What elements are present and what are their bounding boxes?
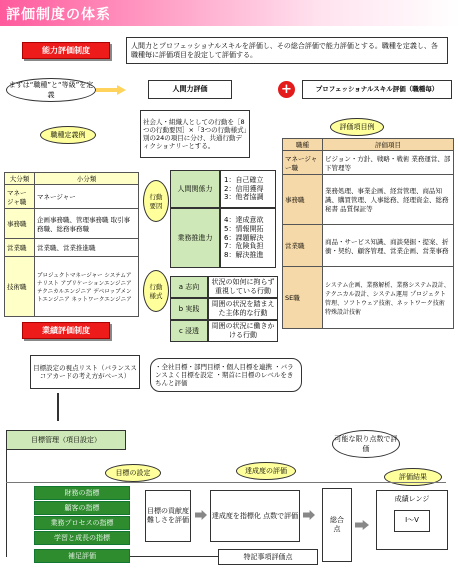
mode-text: 周囲の状況を踏まえた主体的な行動 xyxy=(208,298,278,320)
arrow-down-icon xyxy=(30,389,86,429)
eval-job: 営業職 xyxy=(283,225,323,267)
eval-item-label: 評価項目例 xyxy=(330,118,384,136)
define-oval: まずは“職種”と“等級”を定義 xyxy=(6,78,96,102)
job-major: 事務職 xyxy=(5,209,35,239)
job-major: マネージャ職 xyxy=(5,185,35,209)
eval-job: SE職 xyxy=(283,267,323,329)
mode-key: a 志向 xyxy=(170,276,208,298)
eval-job: 事務職 xyxy=(283,175,323,225)
eval-items: ビジョン・方針、戦略・戦術 業務運営、部下管理等 xyxy=(323,151,454,175)
total-points-box: 総合点 xyxy=(322,488,352,562)
supplement-eval: 補足評価 xyxy=(34,549,130,563)
contribution-box: 目標の貢献度 難しさを評価 xyxy=(145,490,191,542)
goal-management-box: 目標管理（項目設定） xyxy=(6,430,126,450)
job-minor: マネージャー xyxy=(35,185,139,209)
factor-group-items: 4：達成意欲 5：情報開拓 6：課題解決 7：危険負担 8：解決推進 xyxy=(220,208,276,268)
grade-values: I～V xyxy=(394,510,430,532)
arrow-right-icon xyxy=(96,85,126,95)
factor-group-items: 1：自己確立 2：信用獲得 3：他者協調 xyxy=(220,170,276,208)
arrow-right-icon xyxy=(195,510,207,520)
goal-setting-label: 目標の設定 xyxy=(105,464,161,482)
mode-text: 状況の如何に拘らず重視している行動 xyxy=(208,276,278,298)
points-bubble: 可能な限り点数で評価 xyxy=(332,430,400,458)
arrow-right-icon xyxy=(303,510,315,520)
ability-description: 人間力とプロフェッショナルスキルを評価し、その総合評価で能力評価とする。職種を定義し、各職種毎に評価項目を設定して評価する。 xyxy=(126,37,448,64)
human-power-box: 人間力評価 xyxy=(148,80,232,99)
policy-bubble: ・全社目標・部門目標・個人目標を連携 ・バランスよく目標を設定 ・期首に目標のレベルをきちんと評価 xyxy=(150,358,302,392)
eval-job: マネージャー職 xyxy=(283,151,323,175)
eval-table-header: 評価項目 xyxy=(323,139,454,151)
eval-table-header: 職種 xyxy=(283,139,323,151)
plus-icon: + xyxy=(278,81,295,98)
grade-box xyxy=(376,490,448,550)
job-table-header: 大分類 xyxy=(5,173,35,185)
mode-text: 周囲の状況に働きかける行動 xyxy=(208,320,278,342)
job-minor: 営業職、営業推進職 xyxy=(35,239,139,257)
page-title: 評価制度の体系 xyxy=(6,7,111,23)
factor-group-name: 人間関係力 xyxy=(170,170,220,208)
indicator-learning: 学習と成長の指標 xyxy=(34,531,130,545)
job-major: 営業職 xyxy=(5,239,35,257)
achievement-label: 達成度の評価 xyxy=(236,462,296,480)
eval-items: 商品・サービス知識、商談発掘・提案、折衝・契約、顧客管理、営業企画、営業事務 xyxy=(323,225,454,267)
job-major: 技術職 xyxy=(5,257,35,317)
job-minor: 企画事務職、管理事務職 取引事務職、総務事務職 xyxy=(35,209,139,239)
eval-items: システム企画、業務解析、業務システム設計、テクニカル設計、システム運用 プロジェクト管理、ソフトウェア技術、ネットワーク技術 特殊設計技術 xyxy=(323,267,454,329)
indicator-process: 業務プロセスの指標 xyxy=(34,516,130,530)
job-def-label: 職種定義例 xyxy=(40,126,96,144)
perspective-box: 目標設定の視点リスト（バランススコアカードの考え方がベース） xyxy=(30,355,140,389)
result-label: 評価結果 xyxy=(384,468,442,486)
modes-label: 行動様式 xyxy=(143,270,169,312)
performance-eval-title: 業績評価制度 xyxy=(22,322,110,339)
eval-item-table xyxy=(282,138,454,329)
divider xyxy=(6,482,446,483)
connector-line xyxy=(130,556,220,557)
ability-eval-title: 能力評価制度 xyxy=(22,42,110,59)
achievement-points-box: 達成度を指標化 点数で評価 xyxy=(210,490,300,542)
behavior-note: 社会人・組織人としての行動を［8つの行動要因］×「3つの行動様式」別の24の項目に分け、共通行動ディクショナリーとする。 xyxy=(140,110,250,158)
job-table xyxy=(4,172,139,317)
grade-range-label: 成績レンジ xyxy=(394,495,430,503)
job-minor: プロジェクトマネージャー システムアナリスト アプリケーションエンジニア テクニカルエンジニア デベロップメントエンジニア ネットワークエンジニア xyxy=(35,257,139,317)
connector-line xyxy=(6,442,7,557)
indicator-customer: 顧客の指標 xyxy=(34,501,130,515)
arrow-right-icon xyxy=(355,520,369,530)
mode-key: c 浸透 xyxy=(170,320,208,342)
pro-skill-box: プロフェッショナルスキル評価（職種毎） xyxy=(302,80,452,99)
eval-items: 業務処理、事業企画、経営管理、商品知識、購買管理、人事総務、経理資金、総務秘書 品質保証等 xyxy=(323,175,454,225)
job-table-header: 小分類 xyxy=(35,173,139,185)
indicator-financial: 財務の指標 xyxy=(34,486,130,500)
page-header xyxy=(0,0,460,26)
factor-group-name: 業務推進力 xyxy=(170,208,220,268)
factors-label: 行動要因 xyxy=(143,180,169,222)
special-points-box: 特記事項評価点 xyxy=(218,549,318,565)
mode-key: b 実践 xyxy=(170,298,208,320)
